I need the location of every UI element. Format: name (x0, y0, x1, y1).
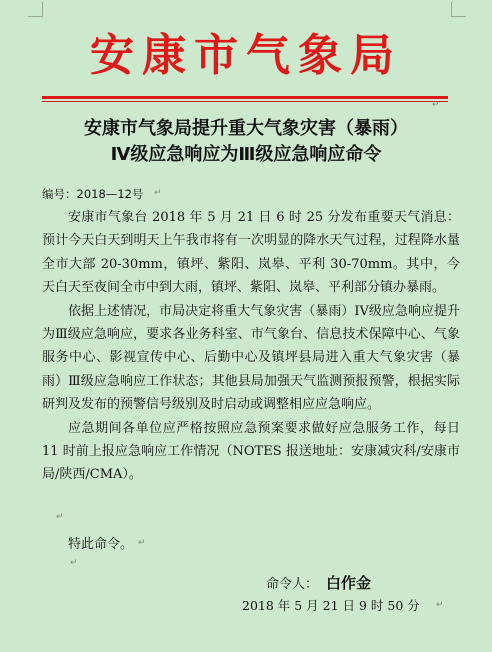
paragraph: 安康市气象台 2018 年 5 月 21 日 6 时 25 分发布重要天气消息：预计今天白天到明天上午我市将有一次明显的降水天气过程，过程降水量全市大部 20-30mm，镇坪、紫阳、岚皋、平利 30-70mm。其中，今天白天至夜间全市中到大雨，镇坪、紫阳、岚皋、平利部分镇办暴雨。 (42, 210, 460, 296)
issue-date: 2018 年 5 月 21 日 9 时 50 分 (242, 598, 420, 613)
document-body (42, 206, 460, 487)
paragraph: 依据上述情况，市局决定将重大气象灾害（暴雨）IV级应急响应提升为Ⅲ级应急响应，要求各业务科室、市气象台、信息技术保障中心、气象服务中心、影视宣传中心、后勤中心及镇坪县局进入重大气象灾害（暴雨）Ⅲ级应急响应工作状态；其他县局加强天气监测预报预警，根据实际研判及发布的预警信号级别及时启动或调整相应应急响应。 (42, 303, 460, 413)
signer-label: 命令人： (266, 577, 319, 592)
paragraph-mark-icon: ↵ (154, 188, 162, 198)
signer-line (266, 572, 371, 593)
paragraph-mark-icon: ↵ (56, 512, 64, 522)
closing-line: 特此命令。 (68, 537, 134, 552)
signer-signature: 白作金 (326, 574, 372, 592)
paragraph-mark-icon: ↵ (436, 600, 444, 610)
page-corner-mark-right (451, 2, 466, 17)
paragraph-mark-icon: ↵ (70, 558, 78, 568)
document-title (30, 116, 462, 168)
page-corner-mark-left (28, 2, 43, 17)
title-line-2: Ⅳ级应急响应为Ⅲ级应急响应命令 (110, 144, 382, 165)
red-header-rule-thin (42, 101, 448, 102)
paragraph: 应急期间各单位应严格按照应急预案要求做好应急服务工作，每日 11 时前上报应急响应工作情况（NOTES 报送地址：安康减灾科/安康市局/陕西/CMA）。 (42, 420, 460, 483)
red-header-rule (42, 96, 448, 99)
title-line-1: 安康市气象局提升重大气象灾害（暴雨） (84, 118, 408, 139)
masthead: 安康市气象局 (90, 30, 402, 81)
paragraph-mark-icon: ↵ (432, 100, 440, 110)
document-number: 编号：2018—12号 (42, 187, 144, 201)
paragraph-mark-icon: ↵ (138, 538, 146, 548)
